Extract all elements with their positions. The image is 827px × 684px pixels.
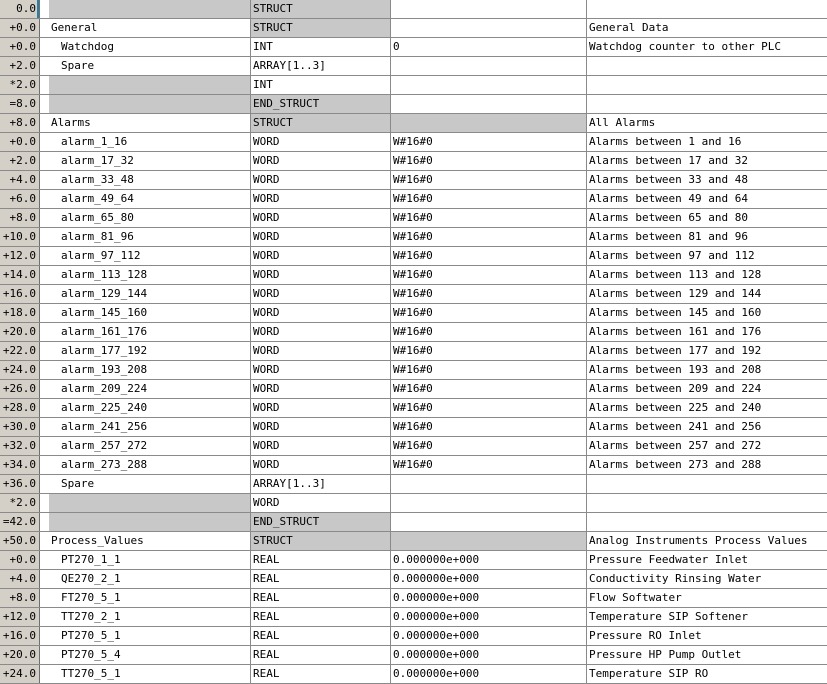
- type-cell[interactable]: WORD: [251, 437, 391, 455]
- address-cell: +0.0: [0, 19, 40, 37]
- comment-cell[interactable]: Alarms between 17 and 32: [589, 154, 748, 167]
- name-cell[interactable]: [49, 513, 251, 531]
- row-gutter: [40, 513, 49, 531]
- type-cell[interactable]: REAL: [251, 646, 391, 664]
- name-cell[interactable]: alarm_17_32: [49, 152, 251, 170]
- initial-value-cell[interactable]: [391, 0, 587, 18]
- row-gutter: [40, 247, 49, 265]
- row-gutter: [40, 380, 49, 398]
- row-gutter: [40, 665, 49, 683]
- table-row[interactable]: [0, 551, 827, 570]
- name-cell[interactable]: [49, 0, 251, 18]
- type-cell[interactable]: REAL: [251, 608, 391, 626]
- address-cell: +10.0: [0, 228, 40, 246]
- address-cell: +26.0: [0, 380, 40, 398]
- name-cell[interactable]: alarm_113_128: [49, 266, 251, 284]
- type-cell[interactable]: WORD: [251, 285, 391, 303]
- table-row[interactable]: [0, 437, 827, 456]
- row-gutter: [40, 285, 49, 303]
- comment-cell[interactable]: Alarms between 129 and 144: [589, 287, 762, 300]
- name-cell[interactable]: alarm_81_96: [49, 228, 251, 246]
- name-cell[interactable]: General: [49, 19, 251, 37]
- address-cell: +4.0: [0, 570, 40, 588]
- comment-cell[interactable]: Watchdog counter to other PLC: [589, 40, 782, 53]
- comment-cell[interactable]: Alarms between 1 and 16: [589, 135, 742, 148]
- row-gutter: [40, 627, 49, 645]
- comment-cell[interactable]: Conductivity Rinsing Water: [589, 572, 762, 585]
- type-cell[interactable]: WORD: [251, 209, 391, 227]
- type-cell[interactable]: REAL: [251, 570, 391, 588]
- comment-cell[interactable]: [587, 494, 827, 512]
- row-gutter: [40, 114, 49, 132]
- table-row[interactable]: [0, 532, 827, 551]
- name-cell[interactable]: alarm_241_256: [49, 418, 251, 436]
- initial-value-cell[interactable]: W#16#0: [391, 418, 587, 436]
- comment-cell[interactable]: [587, 76, 827, 94]
- table-row[interactable]: [0, 646, 827, 665]
- initial-value-cell[interactable]: [391, 76, 587, 94]
- table-row[interactable]: [0, 76, 827, 95]
- initial-value-cell[interactable]: W#16#0: [391, 361, 587, 379]
- address-cell: +2.0: [0, 152, 40, 170]
- comment-cell[interactable]: Alarms between 241 and 256: [589, 420, 762, 433]
- type-cell[interactable]: REAL: [251, 665, 391, 683]
- address-cell: 0.0: [0, 0, 40, 18]
- comment-cell[interactable]: Alarms between 273 and 288: [589, 458, 762, 471]
- address-cell: +16.0: [0, 285, 40, 303]
- address-cell: =8.0: [0, 95, 40, 113]
- comment-cell[interactable]: Temperature SIP RO: [589, 667, 709, 680]
- table-row[interactable]: [0, 399, 827, 418]
- type-cell[interactable]: STRUCT: [251, 114, 391, 132]
- comment-cell[interactable]: Alarms between 209 and 224: [589, 382, 762, 395]
- type-cell[interactable]: WORD: [251, 304, 391, 322]
- type-cell[interactable]: WORD: [251, 456, 391, 474]
- type-cell[interactable]: WORD: [251, 399, 391, 417]
- table-row[interactable]: [0, 304, 827, 323]
- name-cell[interactable]: PT270_5_4: [49, 646, 251, 664]
- type-cell[interactable]: STRUCT: [251, 19, 391, 37]
- table-row[interactable]: [0, 95, 827, 114]
- row-gutter: [40, 570, 49, 588]
- address-cell: +4.0: [0, 171, 40, 189]
- initial-value-cell[interactable]: 0.000000e+000: [391, 570, 587, 588]
- comment-cell[interactable]: [587, 95, 827, 113]
- address-cell: +8.0: [0, 114, 40, 132]
- table-row[interactable]: [0, 380, 827, 399]
- table-row[interactable]: [0, 266, 827, 285]
- row-gutter: [40, 304, 49, 322]
- table-row[interactable]: [0, 133, 827, 152]
- name-cell[interactable]: alarm_273_288: [49, 456, 251, 474]
- address-cell: +20.0: [0, 646, 40, 664]
- table-row[interactable]: [0, 342, 827, 361]
- initial-value-cell[interactable]: W#16#0: [391, 399, 587, 417]
- address-cell: +24.0: [0, 361, 40, 379]
- row-gutter: [40, 133, 49, 151]
- row-gutter: [40, 0, 49, 18]
- row-gutter: [40, 494, 49, 512]
- table-row[interactable]: [0, 627, 827, 646]
- table-row[interactable]: [0, 494, 827, 513]
- name-cell[interactable]: alarm_97_112: [49, 247, 251, 265]
- initial-value-cell[interactable]: W#16#0: [391, 190, 587, 208]
- type-cell[interactable]: WORD: [251, 228, 391, 246]
- initial-value-cell[interactable]: W#16#0: [391, 456, 587, 474]
- name-cell[interactable]: alarm_1_16: [49, 133, 251, 151]
- row-gutter: [40, 209, 49, 227]
- address-cell: +30.0: [0, 418, 40, 436]
- name-cell[interactable]: TT270_5_1: [49, 665, 251, 683]
- type-cell[interactable]: END_STRUCT: [251, 95, 391, 113]
- name-cell[interactable]: [49, 76, 251, 94]
- table-row[interactable]: [0, 190, 827, 209]
- table-row[interactable]: [0, 665, 827, 684]
- table-row[interactable]: [0, 209, 827, 228]
- name-cell[interactable]: Process_Values: [49, 532, 251, 550]
- comment-cell[interactable]: Alarms between 97 and 112: [589, 249, 755, 262]
- table-row[interactable]: [0, 418, 827, 437]
- type-cell[interactable]: WORD: [251, 152, 391, 170]
- address-cell: +12.0: [0, 247, 40, 265]
- comment-cell[interactable]: Alarms between 65 and 80: [589, 211, 748, 224]
- comment-cell[interactable]: Pressure RO Inlet: [589, 629, 702, 642]
- type-cell[interactable]: STRUCT: [251, 0, 391, 18]
- type-cell[interactable]: ARRAY[1..3]: [251, 475, 391, 493]
- initial-value-cell[interactable]: 0.000000e+000: [391, 589, 587, 607]
- row-gutter: [40, 399, 49, 417]
- address-cell: +32.0: [0, 437, 40, 455]
- row-gutter: [40, 551, 49, 569]
- initial-value-cell[interactable]: 0: [391, 38, 587, 56]
- address-cell: +0.0: [0, 38, 40, 56]
- initial-value-cell[interactable]: [391, 494, 587, 512]
- address-cell: +50.0: [0, 532, 40, 550]
- initial-value-cell[interactable]: [391, 513, 587, 531]
- comment-cell[interactable]: Flow Softwater: [589, 591, 682, 604]
- address-cell: +2.0: [0, 57, 40, 75]
- comment-cell[interactable]: Alarms between 49 and 64: [589, 192, 748, 205]
- table-row[interactable]: [0, 589, 827, 608]
- type-cell[interactable]: WORD: [251, 361, 391, 379]
- row-gutter: [40, 19, 49, 37]
- initial-value-cell[interactable]: W#16#0: [391, 228, 587, 246]
- comment-cell[interactable]: Alarms between 81 and 96: [589, 230, 748, 243]
- address-cell: +0.0: [0, 551, 40, 569]
- table-row[interactable]: [0, 513, 827, 532]
- type-cell[interactable]: WORD: [251, 380, 391, 398]
- name-cell[interactable]: [49, 494, 251, 512]
- row-gutter: [40, 171, 49, 189]
- type-cell[interactable]: REAL: [251, 589, 391, 607]
- row-gutter: [40, 418, 49, 436]
- comment-cell[interactable]: [587, 513, 827, 531]
- address-cell: +6.0: [0, 190, 40, 208]
- row-gutter: [40, 266, 49, 284]
- initial-value-cell[interactable]: W#16#0: [391, 342, 587, 360]
- comment-cell[interactable]: [587, 57, 827, 75]
- name-cell[interactable]: alarm_49_64: [49, 190, 251, 208]
- initial-value-cell[interactable]: [391, 114, 587, 132]
- table-row[interactable]: [0, 475, 827, 494]
- comment-cell[interactable]: Alarms between 193 and 208: [589, 363, 762, 376]
- type-cell[interactable]: INT: [251, 76, 391, 94]
- type-cell[interactable]: WORD: [251, 190, 391, 208]
- initial-value-cell[interactable]: W#16#0: [391, 152, 587, 170]
- address-cell: +24.0: [0, 665, 40, 683]
- comment-cell[interactable]: Alarms between 113 and 128: [589, 268, 762, 281]
- type-cell[interactable]: REAL: [251, 551, 391, 569]
- address-cell: +8.0: [0, 589, 40, 607]
- address-cell: +16.0: [0, 627, 40, 645]
- name-cell[interactable]: alarm_161_176: [49, 323, 251, 341]
- comment-cell[interactable]: Alarms between 145 and 160: [589, 306, 762, 319]
- type-cell[interactable]: WORD: [251, 342, 391, 360]
- name-cell[interactable]: PT270_5_1: [49, 627, 251, 645]
- row-gutter: [40, 323, 49, 341]
- table-row[interactable]: [0, 38, 827, 57]
- comment-cell[interactable]: [587, 475, 827, 493]
- name-cell[interactable]: alarm_145_160: [49, 304, 251, 322]
- type-cell[interactable]: ARRAY[1..3]: [251, 57, 391, 75]
- row-gutter: [40, 76, 49, 94]
- table-row[interactable]: [0, 57, 827, 76]
- table-row[interactable]: [0, 570, 827, 589]
- initial-value-cell[interactable]: 0.000000e+000: [391, 665, 587, 683]
- type-cell[interactable]: WORD: [251, 494, 391, 512]
- initial-value-cell[interactable]: W#16#0: [391, 285, 587, 303]
- name-cell[interactable]: Alarms: [49, 114, 251, 132]
- address-cell: +36.0: [0, 475, 40, 493]
- type-cell[interactable]: WORD: [251, 418, 391, 436]
- type-cell[interactable]: REAL: [251, 627, 391, 645]
- address-cell: +14.0: [0, 266, 40, 284]
- type-cell[interactable]: WORD: [251, 266, 391, 284]
- table-row[interactable]: [0, 361, 827, 380]
- row-gutter: [40, 475, 49, 493]
- name-cell[interactable]: Watchdog: [49, 38, 251, 56]
- comment-cell[interactable]: Analog Instruments Process Values: [589, 534, 808, 547]
- type-cell[interactable]: WORD: [251, 247, 391, 265]
- table-row[interactable]: [0, 152, 827, 171]
- initial-value-cell[interactable]: [391, 475, 587, 493]
- address-cell: +0.0: [0, 133, 40, 151]
- initial-value-cell[interactable]: W#16#0: [391, 133, 587, 151]
- initial-value-cell[interactable]: W#16#0: [391, 266, 587, 284]
- table-row[interactable]: [0, 171, 827, 190]
- initial-value-cell[interactable]: 0.000000e+000: [391, 627, 587, 645]
- row-gutter: [40, 456, 49, 474]
- row-gutter: [40, 95, 49, 113]
- name-cell[interactable]: alarm_177_192: [49, 342, 251, 360]
- row-gutter: [40, 152, 49, 170]
- comment-cell[interactable]: Pressure HP Pump Outlet: [589, 648, 742, 661]
- table-row[interactable]: [0, 285, 827, 304]
- address-cell: +18.0: [0, 304, 40, 322]
- initial-value-cell[interactable]: [391, 95, 587, 113]
- row-gutter: [40, 437, 49, 455]
- row-gutter: [40, 57, 49, 75]
- row-gutter: [40, 608, 49, 626]
- type-cell[interactable]: END_STRUCT: [251, 513, 391, 531]
- address-cell: +20.0: [0, 323, 40, 341]
- initial-value-cell[interactable]: 0.000000e+000: [391, 646, 587, 664]
- initial-value-cell[interactable]: [391, 19, 587, 37]
- name-cell[interactable]: alarm_225_240: [49, 399, 251, 417]
- name-cell[interactable]: QE270_2_1: [49, 570, 251, 588]
- comment-cell[interactable]: Pressure Feedwater Inlet: [589, 553, 748, 566]
- type-cell[interactable]: WORD: [251, 133, 391, 151]
- table-row[interactable]: [0, 19, 827, 38]
- initial-value-cell[interactable]: [391, 57, 587, 75]
- initial-value-cell[interactable]: W#16#0: [391, 304, 587, 322]
- comment-cell[interactable]: All Alarms: [589, 116, 656, 129]
- address-cell: +22.0: [0, 342, 40, 360]
- row-gutter: [40, 532, 49, 550]
- address-cell: *2.0: [0, 494, 40, 512]
- name-cell[interactable]: Spare: [49, 475, 251, 493]
- address-cell: +12.0: [0, 608, 40, 626]
- type-cell[interactable]: WORD: [251, 171, 391, 189]
- name-cell[interactable]: [49, 95, 251, 113]
- name-cell[interactable]: alarm_193_208: [49, 361, 251, 379]
- address-cell: +8.0: [0, 209, 40, 227]
- type-cell[interactable]: STRUCT: [251, 532, 391, 550]
- row-gutter: [40, 589, 49, 607]
- address-cell: =42.0: [0, 513, 40, 531]
- name-cell[interactable]: PT270_1_1: [49, 551, 251, 569]
- name-cell[interactable]: alarm_257_272: [49, 437, 251, 455]
- row-gutter: [40, 190, 49, 208]
- row-gutter: [40, 646, 49, 664]
- name-cell[interactable]: Spare: [49, 57, 251, 75]
- name-cell[interactable]: FT270_5_1: [49, 589, 251, 607]
- comment-cell[interactable]: Alarms between 177 and 192: [589, 344, 762, 357]
- table-row[interactable]: [0, 247, 827, 266]
- name-cell[interactable]: alarm_33_48: [49, 171, 251, 189]
- comment-cell[interactable]: General Data: [589, 21, 669, 34]
- initial-value-cell[interactable]: 0.000000e+000: [391, 551, 587, 569]
- table-row[interactable]: [0, 0, 827, 19]
- type-cell[interactable]: INT: [251, 38, 391, 56]
- address-cell: +34.0: [0, 456, 40, 474]
- comment-cell[interactable]: [587, 0, 827, 18]
- table-row[interactable]: [0, 228, 827, 247]
- initial-value-cell[interactable]: W#16#0: [391, 437, 587, 455]
- row-gutter: [40, 228, 49, 246]
- initial-value-cell[interactable]: [391, 532, 587, 550]
- comment-cell[interactable]: Temperature SIP Softener: [589, 610, 748, 623]
- initial-value-cell[interactable]: W#16#0: [391, 380, 587, 398]
- initial-value-cell[interactable]: W#16#0: [391, 209, 587, 227]
- table-row[interactable]: [0, 456, 827, 475]
- table-row[interactable]: [0, 114, 827, 133]
- comment-cell[interactable]: Alarms between 257 and 272: [589, 439, 762, 452]
- comment-cell[interactable]: Alarms between 161 and 176: [589, 325, 762, 338]
- table-row[interactable]: [0, 323, 827, 342]
- type-cell[interactable]: WORD: [251, 323, 391, 341]
- name-cell[interactable]: alarm_129_144: [49, 285, 251, 303]
- name-cell[interactable]: TT270_2_1: [49, 608, 251, 626]
- address-cell: *2.0: [0, 76, 40, 94]
- address-cell: +28.0: [0, 399, 40, 417]
- initial-value-cell[interactable]: 0.000000e+000: [391, 608, 587, 626]
- name-cell[interactable]: alarm_209_224: [49, 380, 251, 398]
- row-gutter: [40, 342, 49, 360]
- initial-value-cell[interactable]: W#16#0: [391, 323, 587, 341]
- row-gutter: [40, 361, 49, 379]
- table-row[interactable]: [0, 608, 827, 627]
- row-gutter: [40, 38, 49, 56]
- name-cell[interactable]: alarm_65_80: [49, 209, 251, 227]
- initial-value-cell[interactable]: W#16#0: [391, 171, 587, 189]
- comment-cell[interactable]: Alarms between 225 and 240: [589, 401, 762, 414]
- initial-value-cell[interactable]: W#16#0: [391, 247, 587, 265]
- comment-cell[interactable]: Alarms between 33 and 48: [589, 173, 748, 186]
